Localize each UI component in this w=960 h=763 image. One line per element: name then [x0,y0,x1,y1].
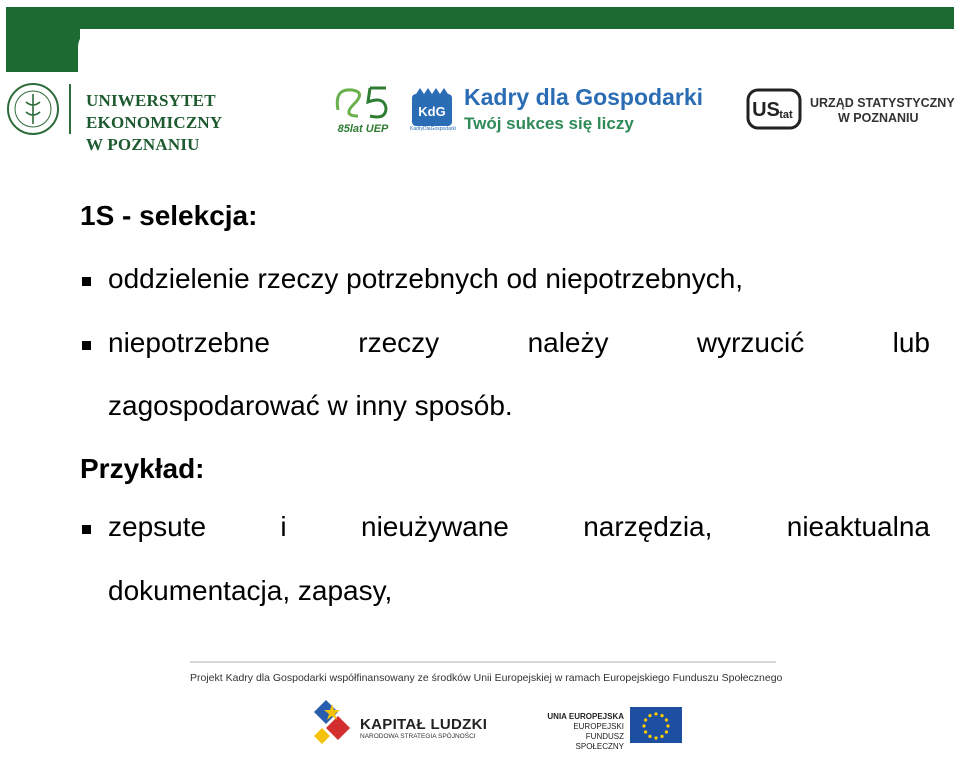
bullet-text-1: oddzielenie rzeczy potrzebnych od niepotrzebnych, [108,263,744,294]
heading-przyklad [80,453,205,485]
kapital-ludzki-icon [312,698,352,750]
word: nieużywane [361,511,509,542]
urzad-line2: W POZNANIU [838,111,919,125]
word: i [280,511,287,542]
word: nieaktualna [786,511,930,542]
header-band-notch [78,29,954,72]
urzad-statystyczny-icon [746,86,802,132]
bullet-square-icon [82,277,91,286]
word: rzeczy [358,327,440,358]
university-name-line2: W POZNANIU [86,135,200,154]
heading-selekcja: 1S - selekcja: [80,200,258,231]
word: narzędzia, [583,511,713,542]
header-band-left [6,29,80,72]
uep-85-logo [330,80,396,140]
bullet-square-icon [82,525,91,534]
university-seal-icon [6,82,60,136]
eu-flag-icon [630,707,682,743]
eu-line1: UNIA EUROPEJSKA [547,712,624,721]
kdg-title: Kadry dla Gospodarki [464,84,704,110]
urzad-name [810,96,955,126]
kapital-ludzki-sub: NARODOWA STRATEGIA SPÓJNOŚCI [360,733,476,740]
header-band [6,7,954,29]
word: zepsute [108,511,207,542]
bullet-text-2-continued: zagospodarować w inny sposób. [108,390,513,421]
uep-85-label: 85lat UEP [337,123,389,135]
word: należy [527,327,609,358]
word: lub [892,327,930,358]
eu-line2: EUROPEJSKI [573,722,624,731]
ustat-mark: US [752,99,780,121]
svg-text:tat: tat [779,109,793,121]
university-divider [69,84,71,134]
bullet-text-3 [108,511,930,543]
kapital-ludzki-name: KAPITAŁ LUDZKI [360,716,488,733]
word: niepotrzebne [108,327,270,358]
kdg-slogan: Twój sukces się liczy [464,114,634,133]
university-name-line1: UNIWERSYTET EKONOMICZNY [86,91,223,132]
kdg-badge-sub: KadryDlaGospodarki [410,126,457,132]
footer-project-text: Projekt Kadry dla Gospodarki współfinansowany ze środków Unii Europejskiej w ramach Europejskiego Funduszu Społecznego [190,672,783,684]
eu-fund-text [540,712,624,752]
kdg-badge-label: KdG [418,104,446,119]
uep-85-graphic-icon [330,80,396,124]
university-name [86,90,326,156]
urzad-line1: URZĄD STATYSTYCZNY [810,96,955,110]
footer-divider [190,661,776,663]
bullet-square-icon [82,341,91,350]
bullet-text-2 [108,327,930,359]
eu-line3: FUNDUSZ SPOŁECZNY [575,732,624,751]
bullet-text-3-continued: dokumentacja, zapasy, [108,575,393,606]
logo-bar [0,76,960,154]
word: wyrzucić [696,327,805,358]
kdg-badge-icon [410,88,457,132]
heading-przyklad-text: Przykład: [80,453,205,484]
